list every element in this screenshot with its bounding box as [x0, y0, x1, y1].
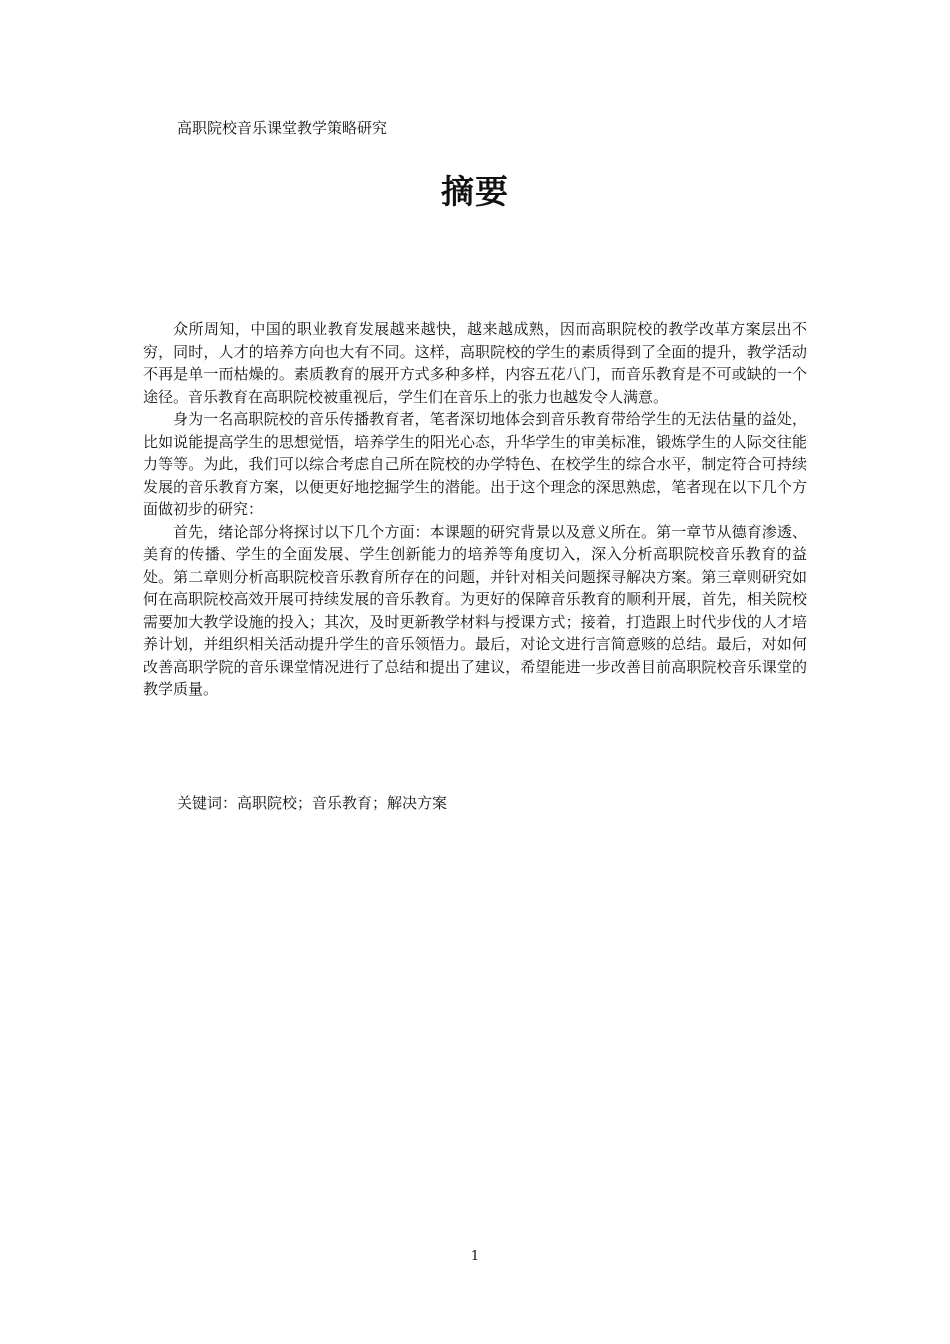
abstract-paragraph-1: 众所周知，中国的职业教育发展越来越快，越来越成熟，因而高职院校的教学改革方案层出不穷，同时，人才的培养方向也大有不同。这样，高职院校的学生的素质得到了全面的提升，教学活动不再是单一而枯燥的。素质教育的展开方式多种多样，内容五花八门，而音乐教育是不可或缺的一个途径。音乐教育在高职院校被重视后，学生们在音乐上的张力也越发令人满意。 — [143, 320, 807, 406]
abstract-paragraph-2: 身为一名高职院校的音乐传播教育者，笔者深切地体会到音乐教育带给学生的无法估量的益处，比如说能提高学生的思想觉悟，培养学生的阳光心态，升华学生的审美标准，锻炼学生的人际交往能力等等。为此，我们可以综合考虑自己所在院校的办学特色、在校学生的综合水平，制定符合可持续发展的音乐教育方案，以便更好地挖掘学生的潜能。出于这个理念的深思熟虑，笔者现在以下几个方面做初步的研究： — [143, 410, 807, 518]
keywords-line: 关键词：高职院校；音乐教育；解决方案 — [177, 794, 448, 812]
running-header-title: 高职院校音乐课堂教学策略研究 — [177, 119, 388, 137]
page-number: 1 — [470, 1249, 480, 1264]
abstract-heading: 摘要 — [441, 172, 509, 211]
abstract-body — [143, 318, 807, 701]
abstract-paragraph-3: 首先，绪论部分将探讨以下几个方面：本课题的研究背景以及意义所在。第一章节从德育渗透、美育的传播、学生的全面发展、学生创新能力的培养等角度切入，深入分析高职院校音乐教育的益处。第二章则分析高职院校音乐教育所存在的问题，并针对相关问题探寻解决方案。第三章则研究如何在高职院校高效开展可持续发展的音乐教育。为更好的保障音乐教育的顺利开展，首先，相关院校需要加大教学设施的投入；其次，及时更新教学材料与授课方式；接着，打造跟上时代步伐的人才培养计划，并组织相关活动提升学生的音乐领悟力。最后，对论文进行言简意赅的总结。最后，对如何改善高职学院的音乐课堂情况进行了总结和提出了建议，希望能进一步改善目前高职院校音乐课堂的教学质量。 — [143, 522, 807, 698]
